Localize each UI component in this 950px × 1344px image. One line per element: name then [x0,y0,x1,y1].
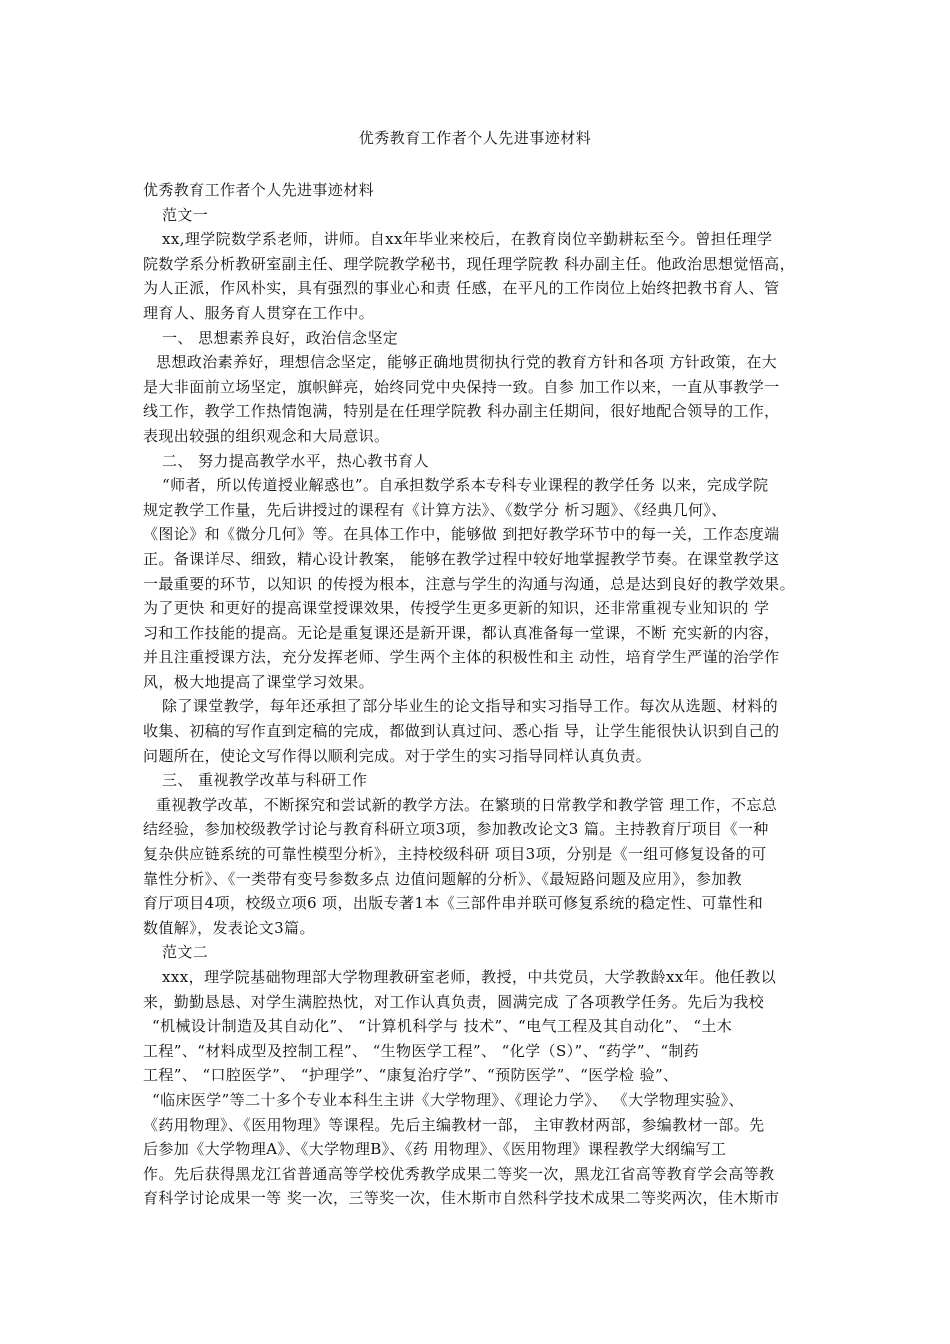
paragraph-line: 正。备课详尽、细致，精心设计教案， 能够在教学过程中较好地掌握教学节奏。在课堂教学这 [143,549,780,568]
paragraph-line: 《药用物理》、《医用物理》等课程。先后主编教材一部， 主审教材两部，参编教材一部。先 [143,1115,765,1134]
section-heading: 三、 重视教学改革与科研工作 [162,771,368,790]
paragraph-line: 院数学系分析教研室副主任、理学院教学秘书，现任理学院教 科办副主任。他政治思想觉悟高， [143,254,795,273]
paragraph-line: “师者，所以传道授业解惑也”。自承担数学系本专科专业课程的教学任务 以来，完成学院 [162,476,769,495]
section-heading: 一、 思想素养良好，政治信念坚定 [162,328,399,347]
paragraph-line: 靠性分析》、《一类带有变号参数多点 边值问题解的分析》、《最短路问题及应用》，参加教 [143,869,743,888]
paragraph-line: 表现出较强的组织观念和大局意识。 [143,426,390,445]
paragraph-line: 工程”、 “口腔医学”、 “护理学”、“康复治疗学”、“预防医学”、“医学检 验”、 [143,1066,679,1085]
paragraph-line: 为了更快 和更好的提高课堂授课效果，传授学生更多更新的知识，还非常重视专业知识的 学 [143,599,770,618]
paragraph-line: 育厅项目4项，校级立项6 项，出版专著1本《三部件串并联可修复系统的稳定性、可靠性和 [143,894,764,913]
paragraph-line: “临床医学”等二十多个专业本科生主讲《大学物理》、《理论力学》、 《大学物理实验》、 [152,1090,744,1109]
paragraph-line: 结经验，参加校级教学讨论与教育科研立项3项，参加教改论文3 篇。主持教育厅项目《一种 [143,820,769,839]
document-title: 优秀教育工作者个人先进事迹材料 [358,129,592,147]
paragraph-line: 思想政治素养好，理想信念坚定，能够正确地贯彻执行党的教育方针和各项 方针政策，在大 [156,353,778,372]
paragraph-line: 习和工作技能的提高。无论是重复课还是新开课，都认真准备每一堂课，不断 充实新的内容， [143,623,780,642]
paragraph-line: 来，勤勤恳恳、对学生满腔热忱，对工作认真负责，圆满完成 了各项教学任务。先后为我校 [143,992,765,1011]
section-label-example-one: 范文一 [162,205,209,224]
paragraph-line: xx,理学院数学系老师，讲师。自xx年毕业来校后，在教育岗位辛勤耕耘至今。曾担任理学 [162,230,773,249]
paragraph-line: 为人正派，作风朴实，具有强烈的事业心和责 任感，在平凡的工作岗位上始终把教书育人、管 [143,279,780,298]
paragraph-line: 作。先后获得黑龙江省普通高等学校优秀教学成果二等奖一次，黑龙江省高等教育学会高等教 [143,1164,775,1183]
paragraph-line: 是大非面前立场坚定，旗帜鲜亮，始终同党中央保持一致。自参 加工作以来，一直从事教学一 [143,377,780,396]
paragraph-line: 育科学讨论成果一等 奖一次，三等奖一次，佳木斯市自然科学技术成果二等奖两次，佳木斯市 [143,1189,780,1208]
paragraph-line: 风，极大地提高了课堂学习效果。 [143,672,375,691]
document-body [143,178,811,1211]
paragraph-line: 收集、初稿的写作直到定稿的完成，都做到认真过问、悉心指 导，让学生能很快认识到自己的 [143,722,780,741]
paragraph-line: 后参加《大学物理A》、《大学物理B》、《药 用物理》、《医用物理》课程教学大纲编写工 [143,1140,727,1159]
paragraph-line: 工程”、“材料成型及控制工程”、 “生物医学工程”、 “化学（S）”、“药学”、“制药 [143,1041,700,1060]
paragraph-line: 一最重要的环节，以知识 的传授为根本，注意与学生的沟通与沟通，总是达到良好的教学效果。 [143,574,795,593]
paragraph-line: “机械设计制造及其自动化”、 “计算机科学与 技术”、“电气工程及其自动化”、 “土木 [152,1017,733,1036]
paragraph-line: 复杂供应链系统的可靠性模型分析》，主持校级科研 项目3项，分别是《一组可修复设备的可 [143,845,767,864]
section-label-example-two: 范文二 [162,943,209,962]
body-heading-line: 优秀教育工作者个人先进事迹材料 [143,181,375,199]
paragraph-line: 线工作，教学工作热情饱满，特别是在任理学院教 科办副主任期间，很好地配合领导的工作， [143,402,780,421]
paragraph-line: 问题所在，使论文写作得以顺利完成。对于学生的实习指导同样认真负责。 [143,746,652,765]
paragraph-line: 除了课堂教学，每年还承担了部分毕业生的论文指导和实习指导工作。每次从选题、材料的 [162,697,779,716]
paragraph-line: 理育人、服务育人贯穿在工作中。 [143,303,375,322]
paragraph-line: 《图论》和《微分几何》等。在具体工作中，能够做 到把好教学环节中的每一关，工作态度端 [143,525,780,544]
paragraph-line: 数值解》，发表论文3篇。 [143,918,315,937]
paragraph-line: 重视教学改革，不断探究和尝试新的教学方法。在繁琐的日常教学和教学管 理工作，不忘总 [156,795,778,814]
paragraph-line: xxx，理学院基础物理部大学物理教研室老师，教授，中共党员，大学教龄xx年。他任教以 [162,968,777,986]
paragraph-line: 并且注重授课方法，充分发挥老师、学生两个主体的积极性和主 动性，培育学生严谨的治学作 [143,648,780,667]
section-heading: 二、 努力提高教学水平，热心教书育人 [162,451,429,470]
paragraph-line: 规定教学工作量，先后讲授过的课程有《计算方法》、《数学分 析习题》、《经典几何》、 [143,500,727,519]
